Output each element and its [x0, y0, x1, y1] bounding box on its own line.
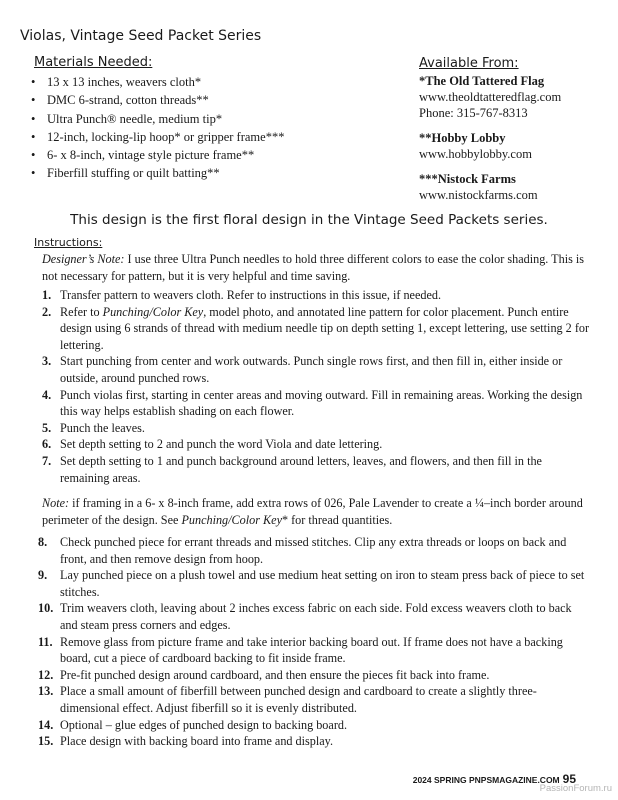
framing-note-key: Punching/Color Key	[181, 512, 282, 527]
step-item	[38, 667, 592, 684]
step-text: Pre-fit punched design around cardboard, and then ensure the pieces fit back into frame.	[60, 667, 490, 682]
watermark: PassionForum.ru	[539, 783, 612, 794]
step-text: Lay punched piece on a plush towel and use medium heat setting on iron to steam press back of piece to set stitches.	[60, 568, 585, 599]
step-text: Check punched piece for errant threads and missed stitches. Clip any extra threads or loops on back and front, and then remove design from hoop.	[60, 535, 567, 566]
step-item	[42, 453, 592, 486]
step-item	[42, 353, 592, 386]
step-item	[42, 304, 592, 354]
materials-item: • 6- x 8-inch, vintage style picture frame**	[27, 146, 284, 164]
available-from	[419, 56, 561, 203]
step-number: 11.	[38, 634, 53, 649]
source-link[interactable]: www.theoldtatteredflag.com	[419, 90, 562, 104]
step-number: 6.	[42, 437, 52, 452]
materials-item: • Fiberfill stuffing or quilt batting**	[27, 164, 284, 182]
source-link[interactable]: www.nistockfarms.com	[419, 188, 538, 202]
step-text: Place a small amount of fiberfill between punched design and cardboard to create a slightly three-dimensional effect. Adjust fiberfill so it is evenly distributed.	[60, 684, 537, 715]
page-title: Violas, Vintage Seed Packet Series	[20, 28, 262, 44]
step-reference: Punching/Color Key	[102, 304, 204, 319]
designer-note	[42, 251, 590, 284]
step-text: Punch the leaves.	[60, 420, 145, 435]
materials-list	[27, 73, 284, 183]
step-number: 13.	[38, 684, 54, 699]
source-link[interactable]: www.hobbylobby.com	[419, 147, 532, 161]
framing-note-label: Note:	[42, 496, 70, 510]
steps-list	[38, 534, 592, 750]
step-number: 9.	[38, 568, 48, 583]
source-name: *The Old Tattered Flag	[419, 74, 545, 88]
step-number: 5.	[42, 420, 52, 435]
footer-site: PNPSMAGAZINE.COM	[468, 775, 560, 785]
designer-note-text: I use three Ultra Punch needles to hold three different colors to ease the color shading. This is not necessary for pattern, but it is very helpful and time saving.	[42, 252, 585, 283]
step-item	[38, 634, 592, 667]
materials-item: • Ultra Punch® needle, medium tip*	[27, 110, 284, 128]
step-text: Place design with backing board into frame and display.	[60, 734, 334, 749]
step-text: Remove glass from picture frame and take interior backing board out. If frame does not have a backing board, cut a piece of cardboard backing to fit inside frame.	[60, 634, 563, 666]
step-number: 15.	[38, 734, 54, 749]
footer-issue: 2024 SPRING	[412, 775, 467, 785]
materials-item: • 13 x 13 inches, weavers cloth*	[27, 73, 284, 91]
step-text: Trim weavers cloth, leaving about 2 inches excess fabric on each side. Fold excess weavers cloth to back and steam press corners and edges.	[60, 601, 572, 632]
step-item	[38, 600, 592, 633]
step-number: 7.	[42, 453, 52, 468]
source-name: **Hobby Lobby	[419, 131, 506, 145]
step-number: 14.	[38, 717, 54, 732]
step-item	[38, 683, 592, 716]
design-note: This design is the first floral design in the Vintage Seed Packets series.	[70, 212, 548, 228]
framing-note-text: if framing in a 6- x 8-inch frame, add extra rows of 026, Pale Lavender to create a ¼–inch border around perimeter of the design. See	[42, 496, 583, 527]
framing-note	[42, 495, 590, 528]
steps-list	[42, 287, 592, 486]
step-number: 4.	[42, 387, 52, 402]
step-item	[38, 567, 592, 600]
source-name: ***Nistock Farms	[419, 172, 516, 186]
step-number: 12.	[38, 667, 54, 682]
step-text: Set depth setting to 2 and punch the word Viola and date lettering.	[60, 437, 383, 452]
step-item	[42, 387, 592, 420]
step-number: 3.	[42, 354, 52, 369]
step-number: 10.	[38, 601, 54, 616]
step-text: Set depth setting to 1 and punch background around letters, leaves, and flowers, and then fill in the remaining areas.	[60, 453, 542, 485]
page-number: 95	[562, 772, 576, 786]
materials-item: • 12-inch, locking-lip hoop* or gripper frame***	[27, 128, 284, 146]
step-item	[38, 717, 592, 734]
source-phone: Phone: 315-767-8313	[419, 106, 528, 120]
step-number: 1.	[42, 288, 52, 302]
step-text: Optional – glue edges of punched design to backing board.	[60, 717, 348, 732]
step-item	[38, 534, 592, 567]
step-text: Refer to	[60, 304, 103, 319]
step-item	[42, 420, 592, 437]
step-item	[42, 436, 592, 453]
materials-heading: Materials Needed:	[34, 55, 153, 70]
instructions-heading: Instructions:	[34, 236, 103, 249]
step-text: Punch violas first, starting in center areas and moving outward. Fill in remaining areas. Working the design this way helps establish shading on each flower.	[60, 387, 583, 419]
step-text: Start punching from center and work outwards. Punch single rows first, and then fill in, either inside or outside, around punched rows.	[60, 354, 563, 385]
step-number: 8.	[38, 535, 48, 549]
step-number: 2.	[42, 304, 52, 319]
available-heading: Available From:	[419, 56, 519, 71]
step-text: , model photo, and annotated line pattern for color placement. Punch entire design using 6 strands of thread with medium needle tip on depth setting 1, except lettering, use setting 2 for lettering.	[60, 304, 590, 352]
step-item	[38, 733, 592, 750]
framing-note-text: * for thread quantities.	[281, 512, 393, 527]
step-item	[42, 287, 592, 304]
step-text: Transfer pattern to weavers cloth. Refer to instructions in this issue, if needed.	[60, 288, 441, 302]
designer-note-label: Designer’s Note:	[42, 252, 125, 266]
materials-item: • DMC 6-strand, cotton threads**	[27, 91, 284, 109]
